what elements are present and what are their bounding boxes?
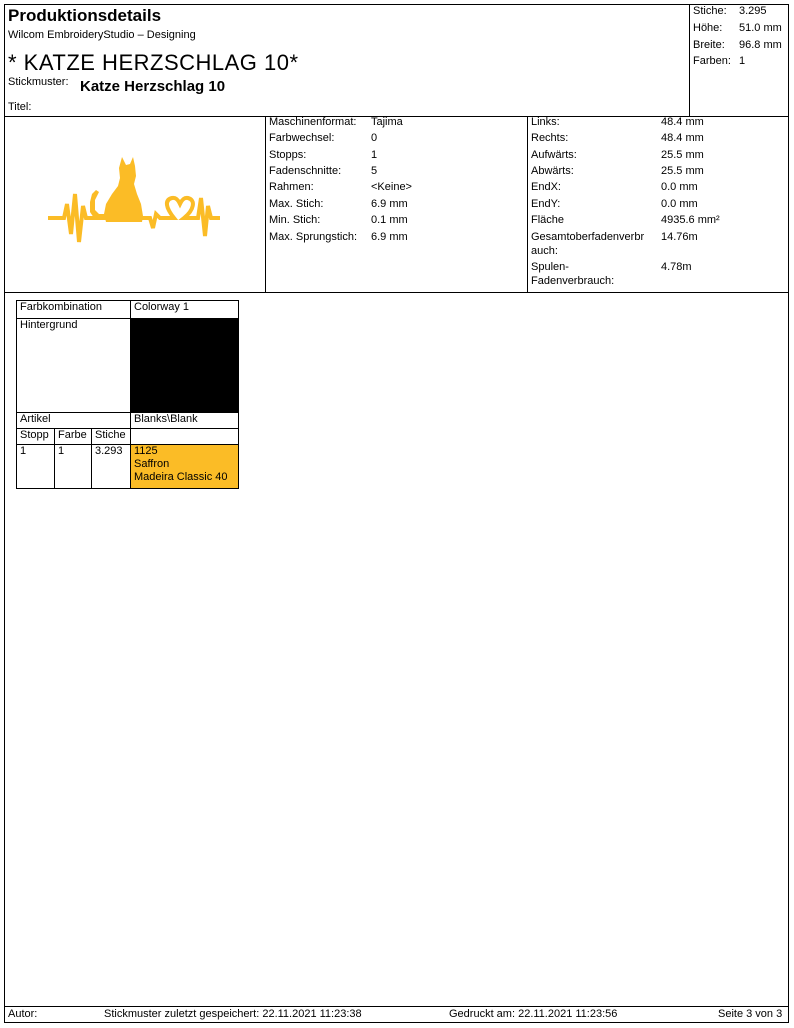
thread-number: 1125	[134, 445, 158, 457]
footer-divider	[4, 1006, 789, 1007]
machine-value: 1	[371, 149, 378, 161]
stickmuster-label: Stickmuster:	[8, 76, 69, 88]
footer-page: Seite 3 von 3	[718, 1008, 783, 1020]
details-bottom-divider	[4, 292, 789, 293]
table-row	[17, 301, 239, 319]
thread-swatch	[131, 445, 239, 489]
machine-value: 6.9 mm	[371, 231, 408, 243]
page-title: Produktionsdetails	[8, 6, 162, 25]
summary-label: Farben:	[693, 55, 731, 67]
summary-label: Stiche:	[693, 5, 727, 17]
artikel-label: Artikel	[17, 413, 131, 429]
summary-label: Höhe:	[693, 22, 723, 34]
machine-label: Fadenschnitte:	[269, 165, 342, 177]
table-row	[17, 413, 239, 429]
position-value: 0.0 mm	[661, 198, 698, 210]
machine-label: Max. Sprungstich:	[269, 231, 358, 243]
position-label: Fadenverbrauch:	[531, 275, 615, 287]
position-value: 25.5 mm	[661, 149, 704, 161]
position-value: 48.4 mm	[661, 116, 704, 128]
position-label: Spulen-	[531, 261, 569, 273]
position-value: 4935.6 mm²	[661, 214, 720, 226]
position-value: 48.4 mm	[661, 132, 704, 144]
position-value: 4.78m	[661, 261, 692, 273]
machine-value: <Keine>	[371, 181, 412, 193]
row-farbe: 1	[55, 445, 92, 489]
position-value: 25.5 mm	[661, 165, 704, 177]
summary-value: 3.295	[739, 5, 767, 17]
design-name: * KATZE HERZSCHLAG 10*	[8, 50, 299, 75]
machine-value: 0.1 mm	[371, 214, 408, 226]
table-row	[17, 445, 239, 489]
background-label: Hintergrund	[17, 319, 131, 413]
thread-brand: Madeira Classic 40	[134, 471, 228, 483]
summary-label: Breite:	[693, 39, 725, 51]
machine-label: Stopps:	[269, 149, 307, 161]
summary-value: 1	[739, 55, 746, 67]
app-name: Wilcom EmbroideryStudio – Designing	[8, 29, 196, 41]
col-header-stiche: Stiche	[92, 429, 131, 445]
details-divider-2	[527, 116, 528, 292]
colorway-table	[16, 300, 239, 489]
summary-value: 96.8 mm	[739, 39, 782, 51]
summary-value: 51.0 mm	[739, 22, 782, 34]
position-value: 0.0 mm	[661, 181, 698, 193]
col-header-farbe: Farbe	[55, 429, 92, 445]
design-preview-image	[48, 154, 220, 248]
table-row	[17, 319, 239, 413]
position-label: EndX:	[531, 181, 561, 193]
position-label: Abwärts:	[531, 165, 574, 177]
stickmuster-value: Katze Herzschlag 10	[80, 78, 226, 95]
row-stiche: 3.293	[92, 445, 131, 489]
machine-label: Max. Stich:	[269, 198, 324, 210]
position-label: auch:	[531, 245, 558, 257]
machine-value: 0	[371, 132, 378, 144]
footer-saved: Stickmuster zuletzt gespeichert: 22.11.2021 11:23:38	[104, 1008, 362, 1020]
position-label: Aufwärts:	[531, 149, 577, 161]
background-swatch	[131, 319, 239, 413]
titel-label: Titel:	[8, 101, 32, 113]
artikel-value: Blanks\Blank	[131, 413, 239, 429]
machine-label: Farbwechsel:	[269, 132, 335, 144]
thread-name: Saffron	[134, 458, 170, 470]
footer-autor: Autor:	[8, 1008, 38, 1020]
machine-value: Tajima	[371, 116, 403, 128]
machine-label: Maschinenformat:	[269, 116, 357, 128]
position-value: 14.76m	[661, 231, 698, 243]
row-stopp: 1	[17, 445, 55, 489]
machine-label: Min. Stich:	[269, 214, 321, 226]
details-divider-1	[265, 116, 266, 292]
position-label: Gesamtoberfadenverbr	[531, 231, 645, 243]
table-row	[17, 429, 239, 445]
combination-label: Farbkombination	[17, 301, 131, 319]
machine-value: 5	[371, 165, 378, 177]
col-header-stopp: Stopp	[17, 429, 55, 445]
position-label: Links:	[531, 116, 560, 128]
machine-value: 6.9 mm	[371, 198, 408, 210]
machine-label: Rahmen:	[269, 181, 314, 193]
col-header-empty	[131, 429, 239, 445]
combination-value: Colorway 1	[131, 301, 239, 319]
position-label: Rechts:	[531, 132, 569, 144]
summary-divider	[689, 4, 690, 116]
position-label: EndY:	[531, 198, 561, 210]
position-label: Fläche	[531, 214, 565, 226]
footer-printed: Gedruckt am: 22.11.2021 11:23:56	[449, 1008, 618, 1020]
